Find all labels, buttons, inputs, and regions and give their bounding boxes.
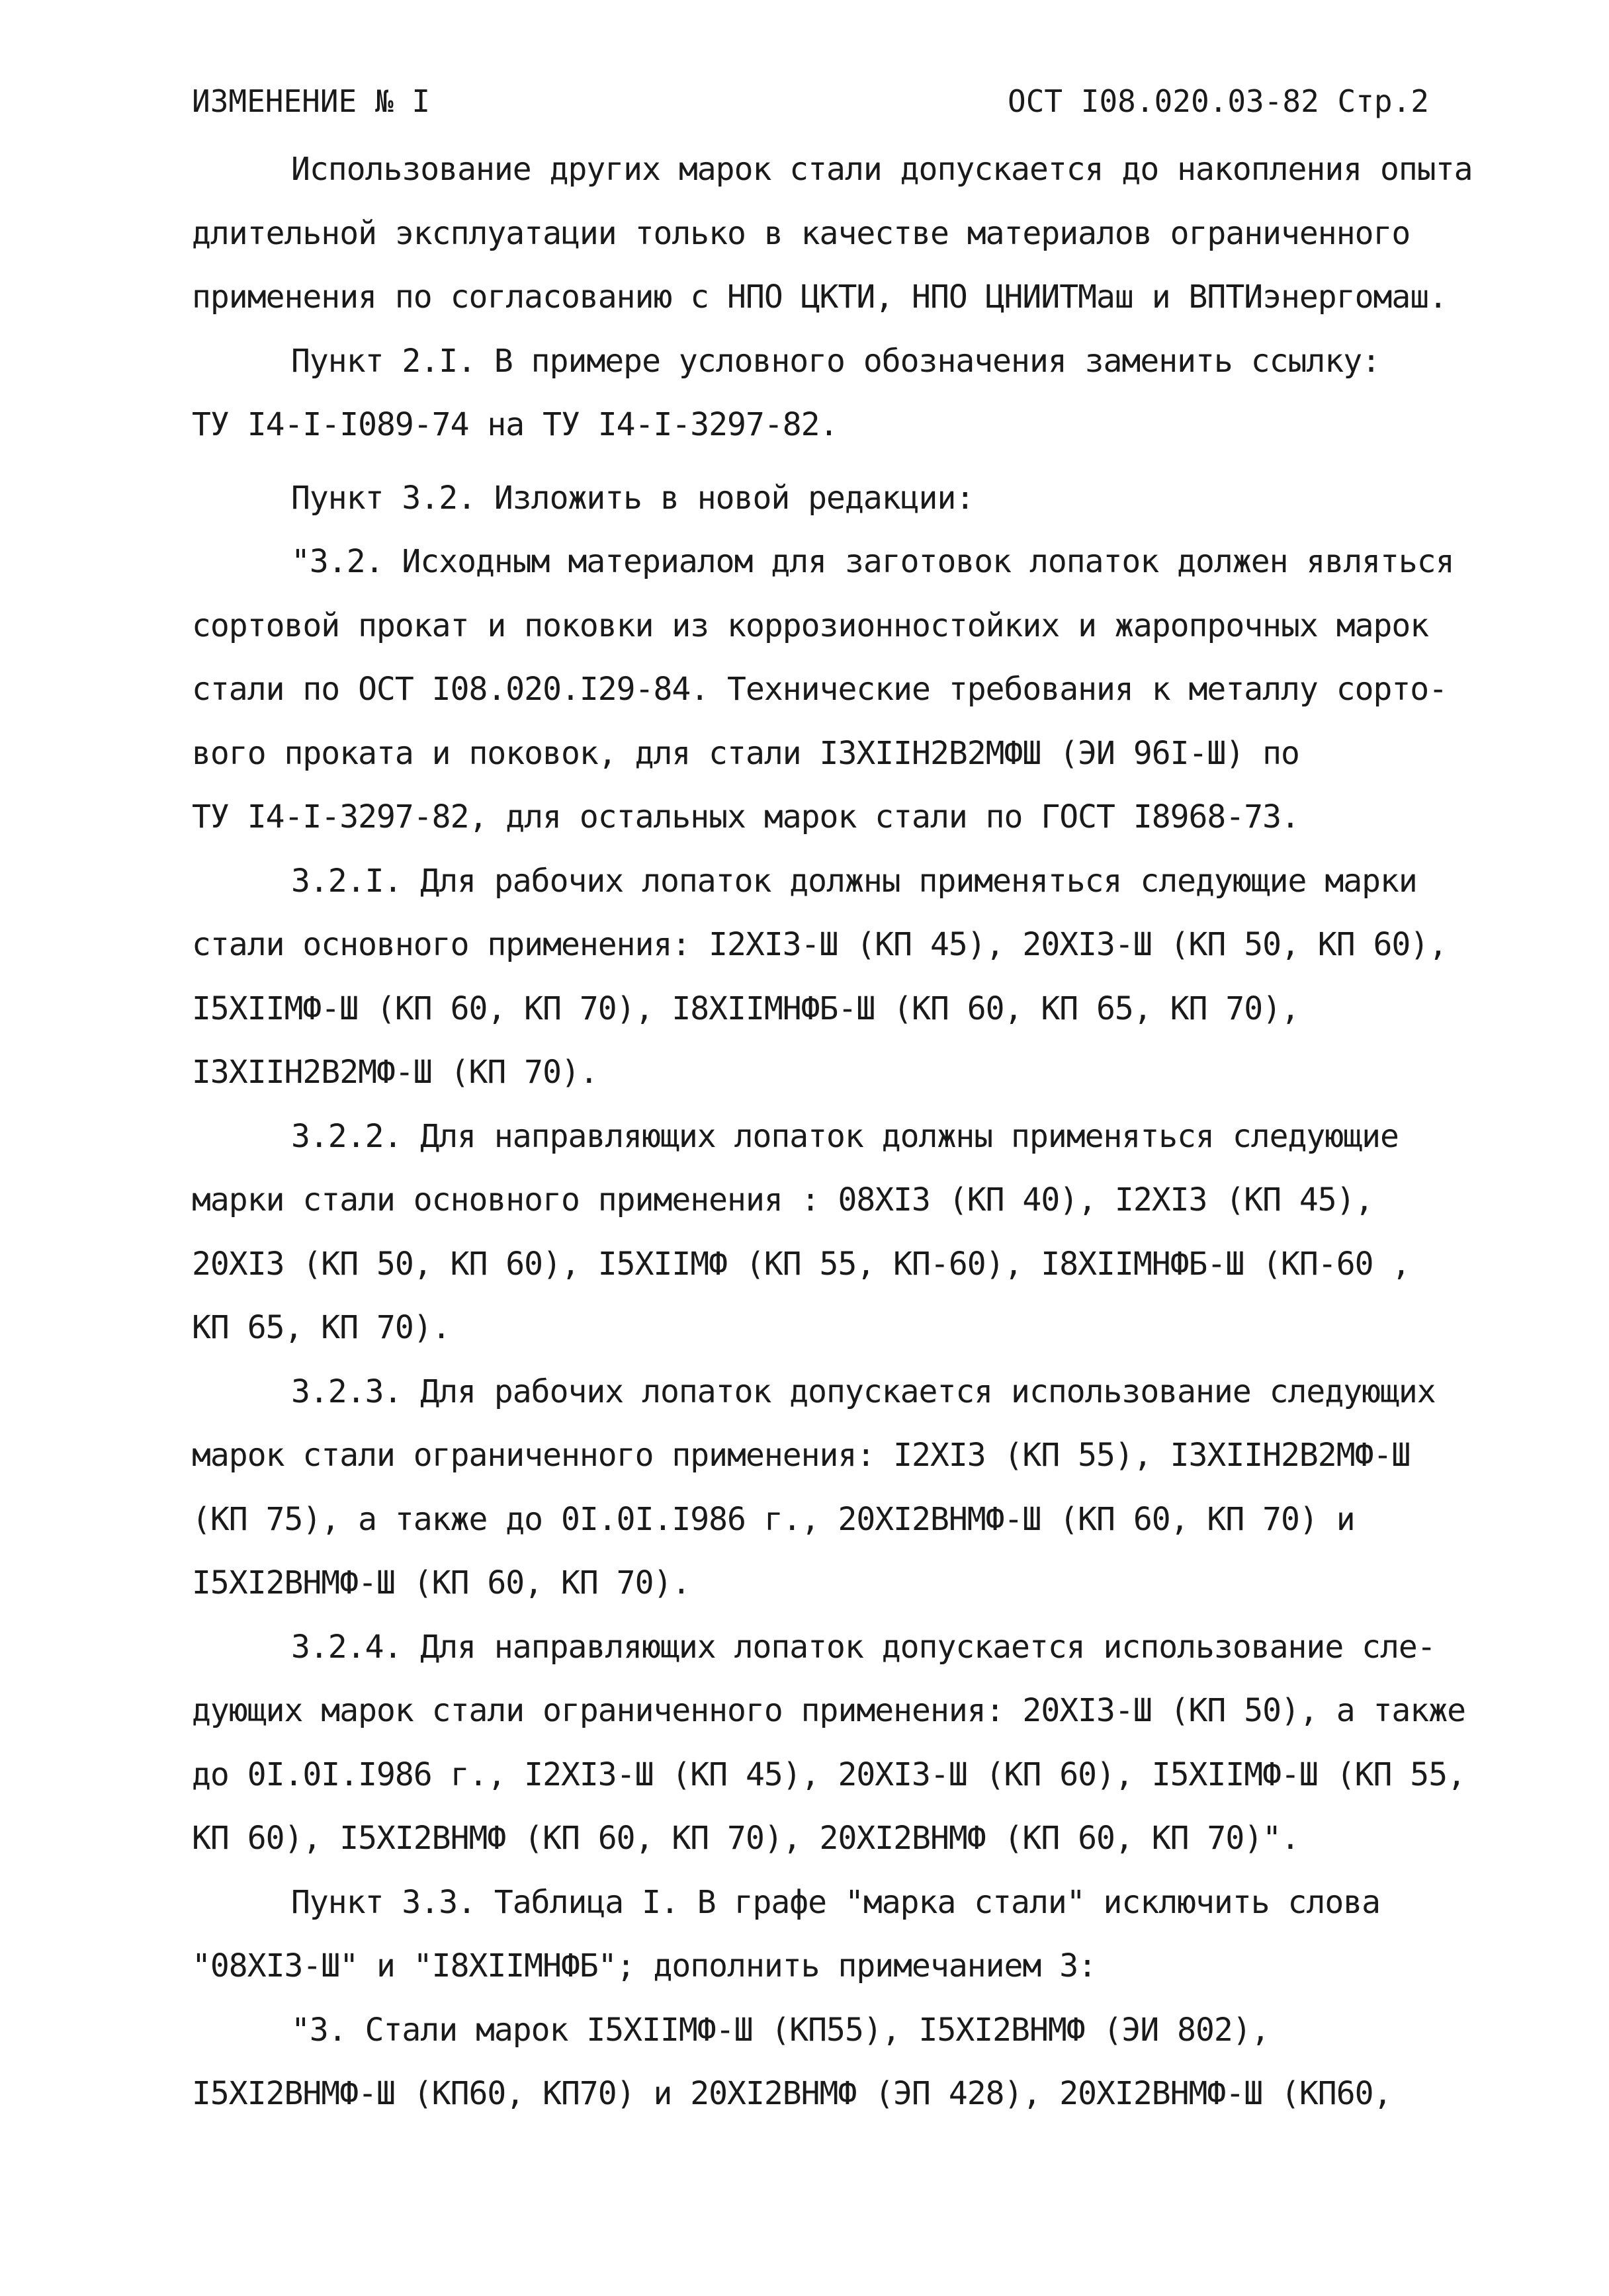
text-line: длительной эксплуатации только в качестве материалов ограниченного (192, 214, 1411, 252)
text-line: I5XIIМФ-Ш (КП 60, КП 70), I8XIIМНФБ-Ш (КП 60, КП 65, КП 70), (192, 990, 1299, 1027)
text-line: ТУ I4-I-I089-74 на ТУ I4-I-3297-82. (192, 406, 838, 443)
text-line: "3. Стали марок I5XIIМФ-Ш (КП55), I5XI2ВНМФ (ЭИ 802), (291, 2011, 1270, 2049)
text-line: стали основного применения: I2XI3-Ш (КП 45), 20XI3-Ш (КП 50, КП 60), (192, 926, 1448, 963)
text-line: 3.2.3. Для рабочих лопаток допускается использование следующих (291, 1373, 1436, 1410)
text-line: Использование других марок стали допускается до накопления опыта (291, 151, 1473, 188)
text-line: дующих марок стали ограниченного применения: 20XI3-Ш (КП 50), а также (192, 1692, 1465, 1729)
text-line: I3XIIH2B2МФ-Ш (КП 70). (192, 1054, 598, 1091)
text-line: вого проката и поковок, для стали I3XIIH2B2МФШ (ЭИ 96I-Ш) по (192, 734, 1299, 772)
text-line: до 0I.0I.I986 г., I2XI3-Ш (КП 45), 20XI3-Ш (КП 60), I5XIIМФ-Ш (КП 55, (192, 1756, 1465, 1793)
text-line: 3.2.2. Для направляющих лопаток должны применяться следующие (291, 1117, 1399, 1155)
header-standard-page: ОСТ I08.020.03-82 Стр.2 (1008, 83, 1429, 119)
text-line: марок стали ограниченного применения: I2XI3 (КП 55), I3XIIH2B2МФ-Ш (192, 1437, 1411, 1474)
text-line: стали по ОСТ I08.020.I29-84. Технические требования к металлу сорто- (192, 671, 1448, 708)
text-line: 20XI3 (КП 50, КП 60), I5XIIМФ (КП 55, КП-60), I8XIIМНФБ-Ш (КП-60 , (192, 1245, 1411, 1283)
text-line: 3.2.4. Для направляющих лопаток допускается использование сле- (291, 1628, 1436, 1666)
page-header (192, 78, 1429, 124)
text-line: (КП 75), а также до 0I.0I.I986 г., 20XI2ВНМФ-Ш (КП 60, КП 70) и (192, 1500, 1355, 1538)
document-body (192, 138, 1542, 2126)
text-line: "08XI3-Ш" и "I8XIIМНФБ"; дополнить примечанием 3: (192, 1947, 1097, 1984)
text-line: КП 60), I5XI2ВНМФ (КП 60, КП 70), 20XI2ВНМФ (КП 60, КП 70)". (192, 1820, 1299, 1857)
text-line: "3.2. Исходным материалом для заготовок лопаток должен являться (291, 543, 1454, 580)
text-line: Пункт 2.I. В примере условного обозначения заменить ссылку: (291, 342, 1381, 380)
text-line: I5XI2ВНМФ-Ш (КП 60, КП 70). (192, 1564, 691, 1601)
header-amendment-number: ИЗМЕНЕНИЕ № I (192, 83, 431, 119)
text-line: КП 65, КП 70). (192, 1309, 451, 1346)
text-line: сортовой прокат и поковки из коррозионностойких и жаропрочных марок (192, 607, 1429, 644)
text-line: I5XI2ВНМФ-Ш (КП60, КП70) и 20XI2ВНМФ (ЭП 428), 20XI2ВНМФ-Ш (КП60, (192, 2075, 1392, 2112)
text-line: Пункт 3.3. Таблица I. В графе "марка стали" исключить слова (291, 1883, 1381, 1921)
text-line: применения по согласованию с НПО ЦКТИ, НПО ЦНИИТМаш и ВПТИэнергомаш. (192, 278, 1448, 316)
text-line: марки стали основного применения : 08XI3 (КП 40), I2XI3 (КП 45), (192, 1181, 1373, 1218)
text-line: ТУ I4-I-3297-82, для остальных марок стали по ГОСТ I8968-73. (192, 798, 1299, 835)
text-line: Пункт 3.2. Изложить в новой редакции: (291, 479, 975, 517)
text-line: 3.2.I. Для рабочих лопаток должны применяться следующие марки (291, 862, 1417, 900)
